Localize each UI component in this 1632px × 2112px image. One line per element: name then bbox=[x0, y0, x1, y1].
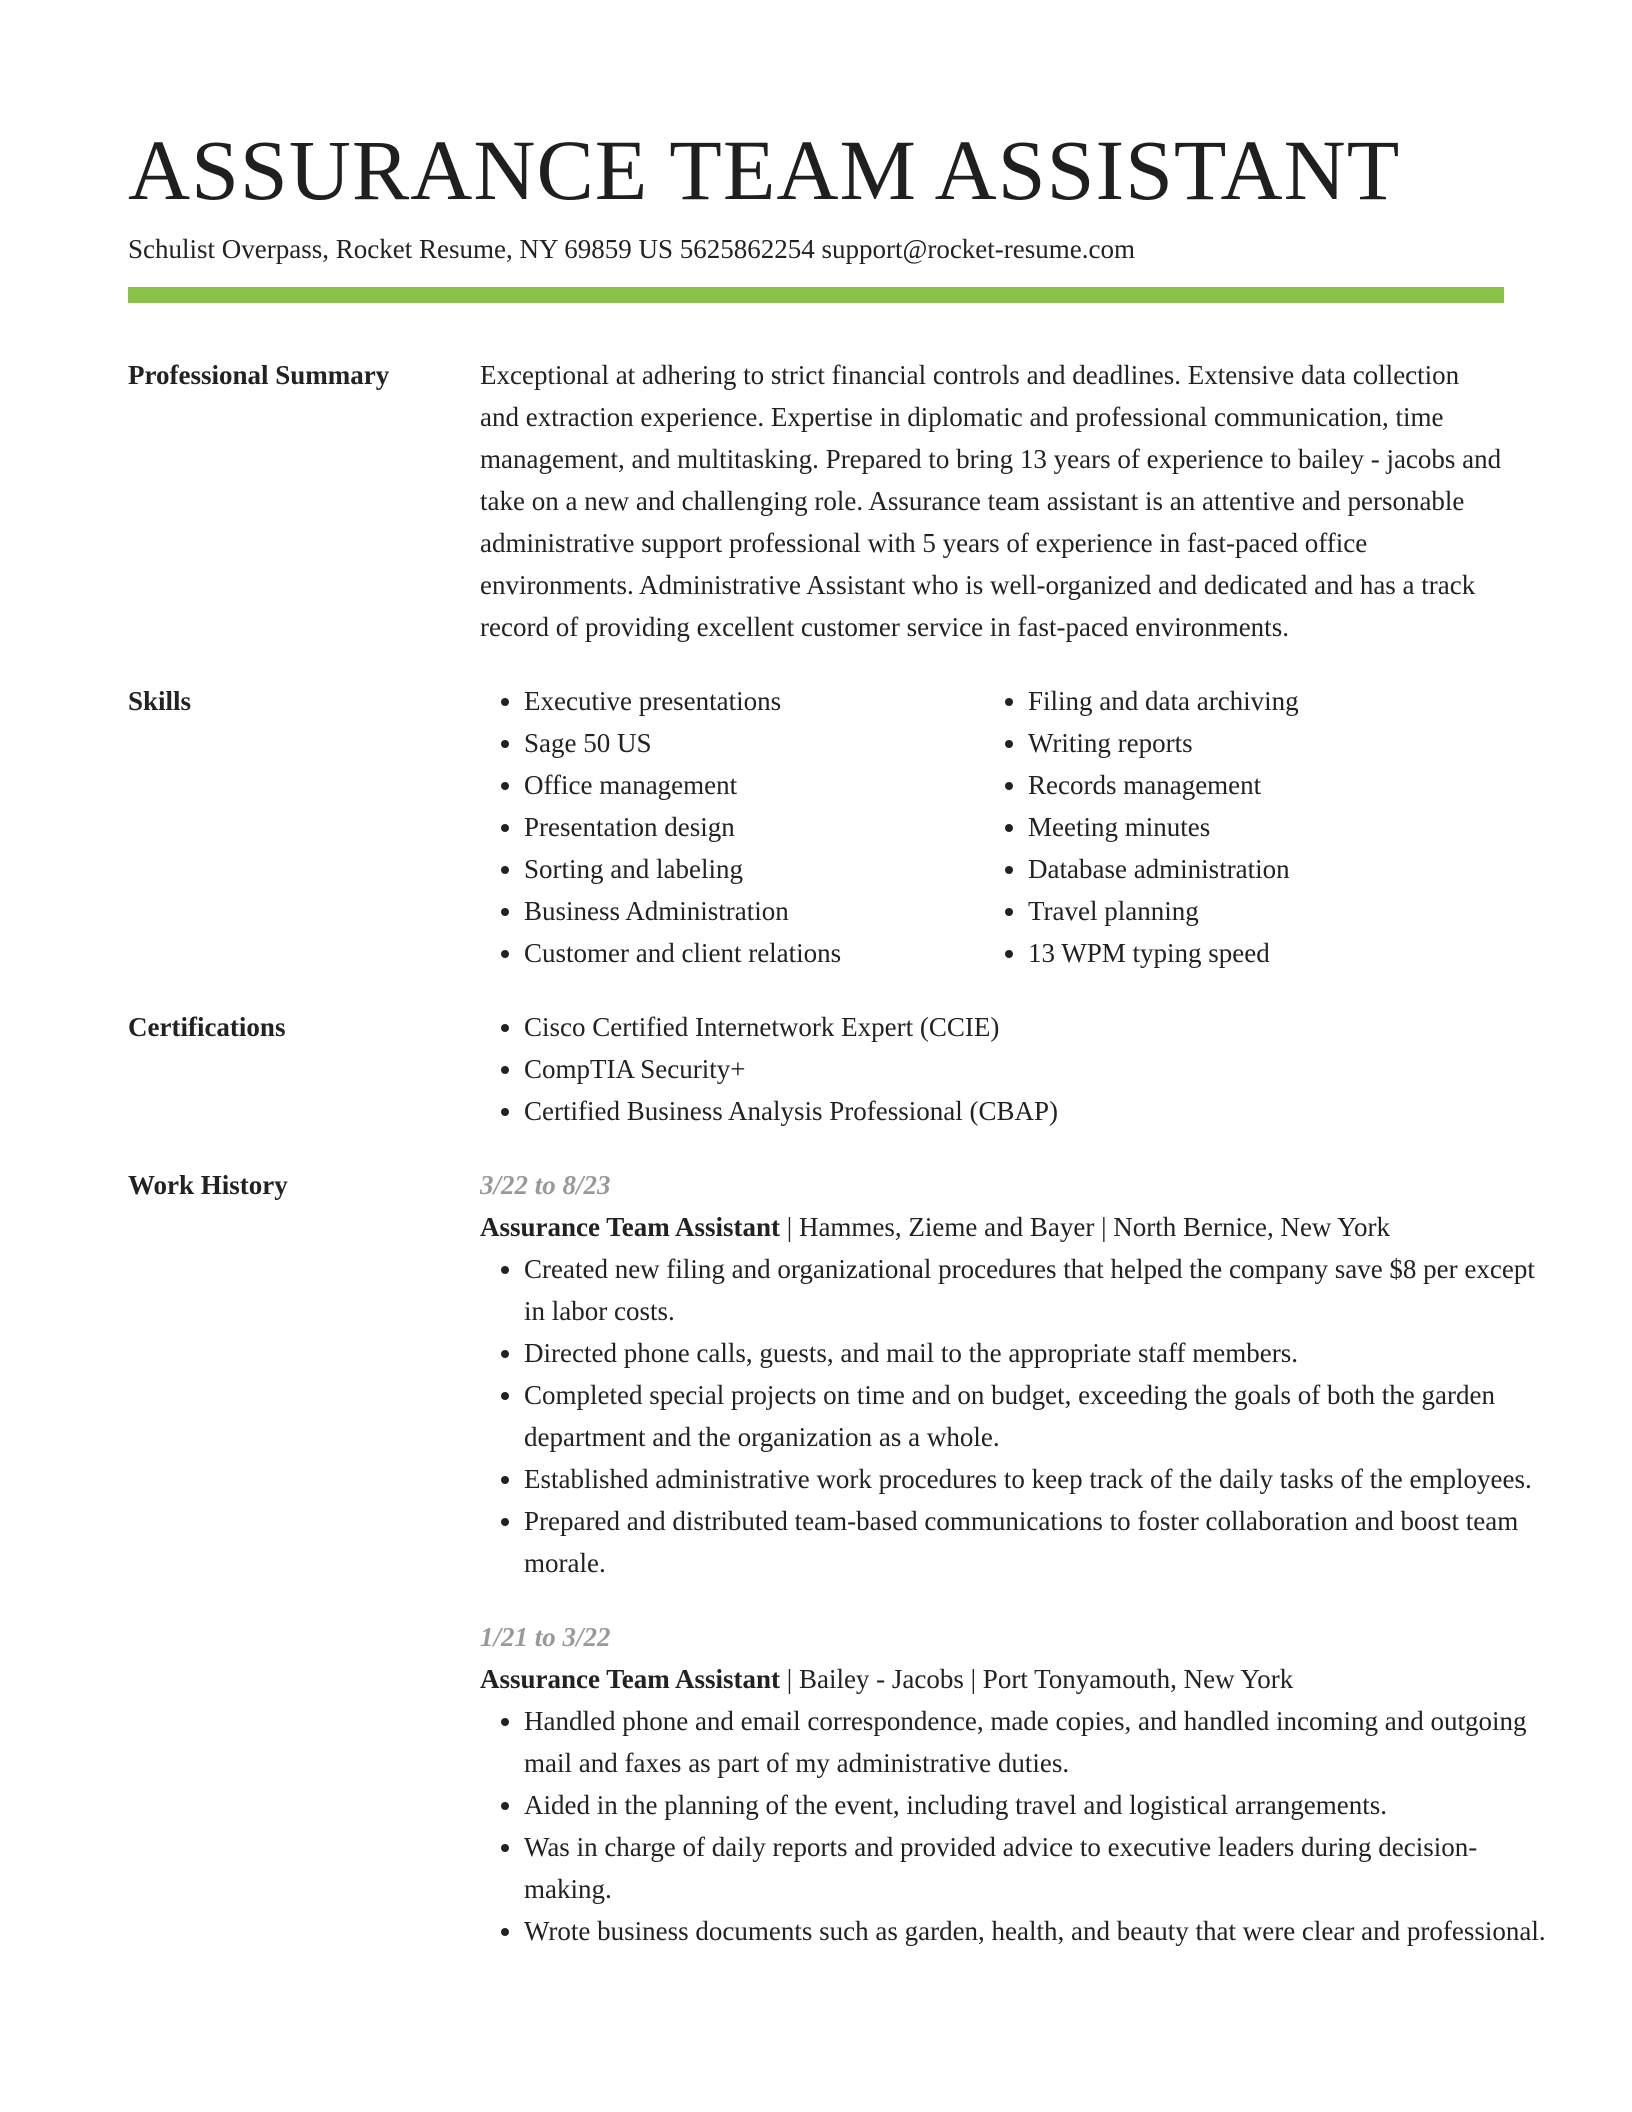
summary-section bbox=[128, 354, 1504, 648]
job-entry bbox=[480, 1616, 1548, 1952]
job-duty: • Established administrative work procedures to keep track of the daily tasks of the employees. bbox=[524, 1458, 1548, 1500]
job-duty: • Was in charge of daily reports and provided advice to executive leaders during decision-making. bbox=[524, 1826, 1548, 1910]
skill-item: • Executive presentations bbox=[524, 680, 984, 722]
skill-item: • 13 WPM typing speed bbox=[1028, 932, 1504, 974]
skills-list-left bbox=[480, 680, 984, 974]
job-duty: • Prepared and distributed team-based communications to foster collaboration and boost team morale. bbox=[524, 1500, 1548, 1584]
section-label-summary: Professional Summary bbox=[128, 360, 390, 390]
job-details: | Hammes, Zieme and Bayer | North Bernice, New York bbox=[780, 1212, 1390, 1242]
job-entry bbox=[480, 1164, 1548, 1584]
job-duty: • Aided in the planning of the event, including travel and logistical arrangements. bbox=[524, 1784, 1548, 1826]
skill-item: • Records management bbox=[1028, 764, 1504, 806]
skill-item: • Presentation design bbox=[524, 806, 984, 848]
summary-text: Exceptional at adhering to strict financial controls and deadlines. Extensive data collection and extraction experience. Expertise in diplomatic and professional communication, time management, and multitasking. Prepared to bring 13 years of experience to bailey - jacobs and take on a new and challenging role. Assurance team assistant is an attentive and personable administrative support professional with 5 years of experience in fast-paced office environments. Administrative Assistant who is well-organized and dedicated and has a track record of providing excellent customer service in fast-paced environments. bbox=[480, 360, 1502, 642]
work-history-section bbox=[128, 1164, 1546, 1952]
skill-item: • Office management bbox=[524, 764, 984, 806]
resume-name: ASSURANCE TEAM ASSISTANT bbox=[128, 122, 1401, 218]
skill-item: • Meeting minutes bbox=[1028, 806, 1504, 848]
header-divider bbox=[128, 287, 1504, 303]
resume-page bbox=[128, 120, 1546, 1952]
job-duty: • Directed phone calls, guests, and mail to the appropriate staff members. bbox=[524, 1332, 1548, 1374]
job-dates: 1/21 to 3/22 bbox=[480, 1622, 611, 1652]
job-dates: 3/22 to 8/23 bbox=[480, 1170, 611, 1200]
contact-line: Schulist Overpass, Rocket Resume, NY 69859 US 5625862254 support@rocket-resume.com bbox=[128, 234, 1135, 264]
job-duty: • Wrote business documents such as garden, health, and beauty that were clear and professional. bbox=[524, 1910, 1548, 1952]
skills-list-right bbox=[984, 680, 1504, 974]
job-heading bbox=[480, 1658, 1548, 1700]
skill-item: • Writing reports bbox=[1028, 722, 1504, 764]
job-heading bbox=[480, 1206, 1548, 1248]
job-details: | Bailey - Jacobs | Port Tonyamouth, New York bbox=[780, 1664, 1294, 1694]
section-label-skills: Skills bbox=[128, 686, 192, 716]
job-duty: • Handled phone and email correspondence, made copies, and handled incoming and outgoing mail and faxes as part of my administrative duties. bbox=[524, 1700, 1548, 1784]
skill-item: • Sorting and labeling bbox=[524, 848, 984, 890]
skill-item: • Database administration bbox=[1028, 848, 1504, 890]
certification-item: • Certified Business Analysis Professional (CBAP) bbox=[524, 1090, 1504, 1132]
section-label-certifications: Certifications bbox=[128, 1012, 286, 1042]
job-duties-list bbox=[480, 1700, 1548, 1952]
job-duty: • Created new filing and organizational procedures that helped the company save $8 per except in labor costs. bbox=[524, 1248, 1548, 1332]
skill-item: • Business Administration bbox=[524, 890, 984, 932]
job-title: Assurance Team Assistant bbox=[480, 1664, 781, 1694]
skill-item: • Travel planning bbox=[1028, 890, 1504, 932]
job-title: Assurance Team Assistant bbox=[480, 1212, 781, 1242]
certification-item: • CompTIA Security+ bbox=[524, 1048, 1504, 1090]
section-label-work-history: Work History bbox=[128, 1170, 288, 1200]
certifications-list bbox=[480, 1006, 1504, 1132]
job-duties-list bbox=[480, 1248, 1548, 1584]
certification-item: • Cisco Certified Internetwork Expert (CCIE) bbox=[524, 1006, 1504, 1048]
skill-item: • Sage 50 US bbox=[524, 722, 984, 764]
skill-item: • Customer and client relations bbox=[524, 932, 984, 974]
job-duty: • Completed special projects on time and on budget, exceeding the goals of both the garden department and the organization as a whole. bbox=[524, 1374, 1548, 1458]
skills-section bbox=[128, 680, 1504, 974]
certifications-section bbox=[128, 1006, 1504, 1132]
skill-item: • Filing and data archiving bbox=[1028, 680, 1504, 722]
